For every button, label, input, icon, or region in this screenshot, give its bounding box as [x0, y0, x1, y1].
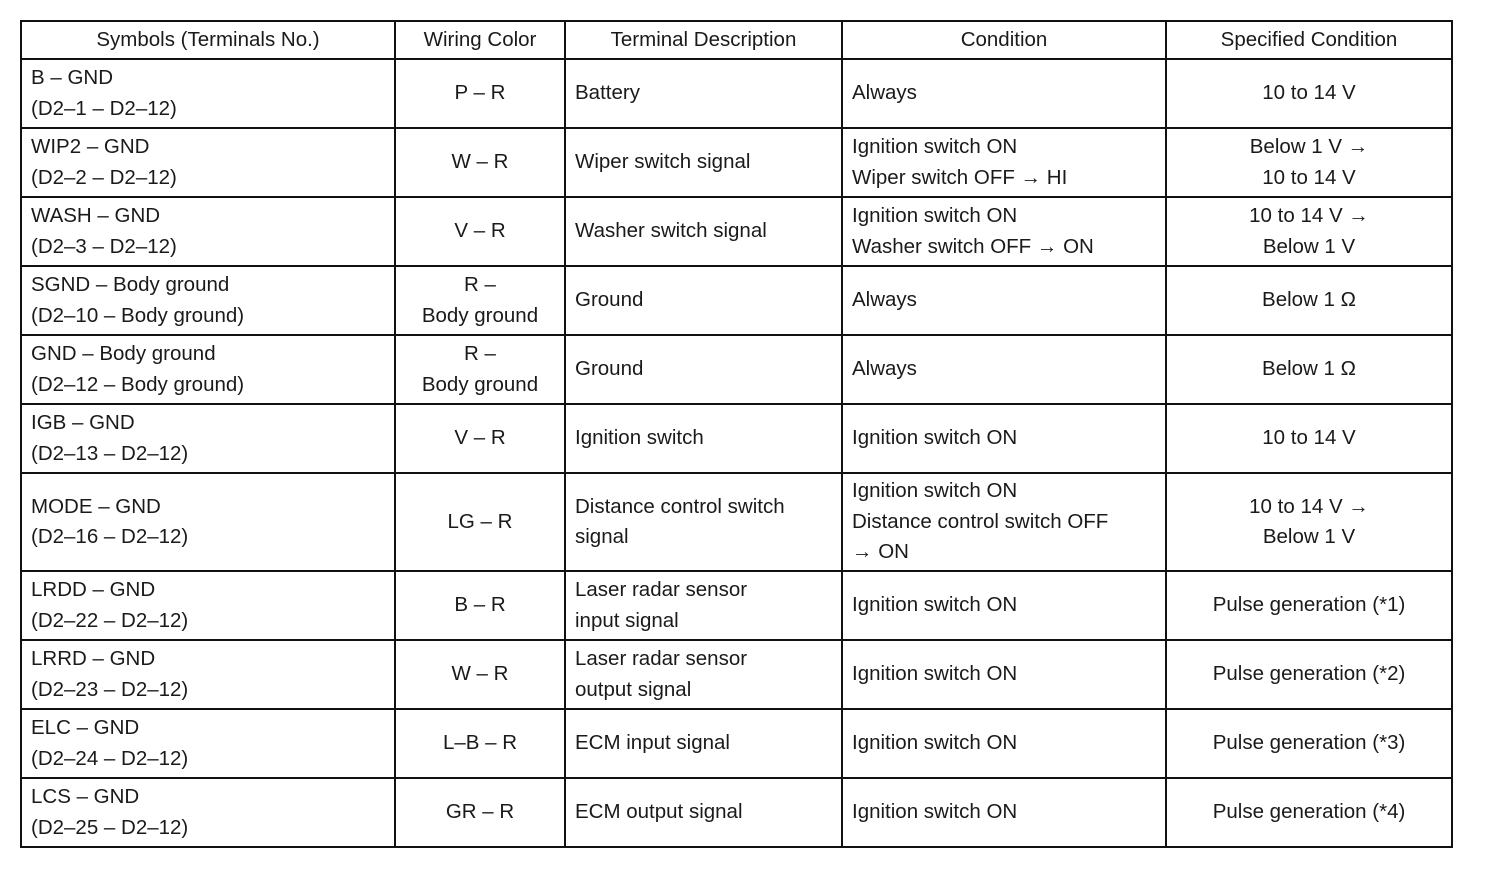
- cell-condition: [842, 709, 1166, 778]
- cell-terminal-description: [565, 571, 842, 640]
- cell-symbols-line: MODE – GND: [31, 494, 161, 518]
- cell-condition-line: Ignition switch ON: [852, 593, 1018, 617]
- cell-wiring-color-line: LG – R: [447, 509, 513, 533]
- header-wiring-color: Wiring Color: [395, 21, 565, 59]
- cell-symbols-line: SGND – Body ground: [31, 273, 230, 296]
- cell-wiring-color-line: W – R: [451, 662, 509, 686]
- table-row: [21, 335, 1452, 404]
- cell-terminal-description-line: output signal: [575, 677, 692, 701]
- cell-specified-condition-line: Pulse generation (*2): [1212, 662, 1406, 686]
- table-row: [21, 404, 1452, 473]
- table-row: [21, 59, 1452, 128]
- table-row: [21, 473, 1452, 571]
- cell-symbols: [21, 709, 395, 778]
- cell-symbols-line: GND – Body ground: [31, 342, 216, 365]
- cell-terminal-description: [565, 197, 842, 266]
- cell-terminal-description: [565, 778, 842, 847]
- cell-terminal-description-line: Ignition switch: [575, 426, 704, 450]
- cell-condition-line: → ON: [852, 540, 909, 564]
- cell-terminal-description: [565, 473, 842, 571]
- cell-symbols-line: (D2–16 – D2–12): [31, 525, 189, 548]
- cell-wiring-color-line: Body ground: [421, 372, 539, 396]
- cell-wiring-color: [395, 709, 565, 778]
- cell-wiring-color-line: W – R: [451, 150, 509, 174]
- cell-terminal-description-line: signal: [575, 525, 629, 548]
- cell-symbols: [21, 59, 395, 128]
- cell-condition-line: Distance control switch OFF: [852, 509, 1109, 533]
- table-row: [21, 709, 1452, 778]
- cell-specified-condition: [1166, 709, 1452, 778]
- cell-wiring-color: [395, 571, 565, 640]
- cell-terminal-description: [565, 128, 842, 197]
- cell-specified-condition: [1166, 266, 1452, 335]
- cell-symbols: [21, 473, 395, 571]
- cell-terminal-description-line: Distance control switch: [575, 494, 785, 518]
- cell-condition-line: Ignition switch ON: [852, 204, 1018, 227]
- cell-symbols: [21, 197, 395, 266]
- cell-condition: [842, 59, 1166, 128]
- cell-wiring-color: [395, 197, 565, 266]
- cell-symbols-line: ELC – GND: [31, 716, 140, 739]
- cell-wiring-color-line: R –: [464, 342, 496, 365]
- cell-condition: [842, 335, 1166, 404]
- cell-terminal-description-line: Ground: [575, 288, 644, 312]
- cell-terminal-description-line: Ground: [575, 357, 644, 381]
- cell-terminal-description-line: input signal: [575, 608, 679, 632]
- cell-condition-line: Always: [852, 357, 917, 381]
- cell-condition-line: Always: [852, 288, 917, 312]
- cell-specified-condition-line: Pulse generation (*1): [1212, 593, 1406, 617]
- cell-terminal-description: [565, 640, 842, 709]
- cell-specified-condition: [1166, 335, 1452, 404]
- cell-wiring-color-line: R –: [464, 273, 496, 296]
- cell-condition-line: Wiper switch OFF → HI: [852, 165, 1068, 189]
- table-row: [21, 640, 1452, 709]
- cell-symbols-line: (D2–24 – D2–12): [31, 746, 189, 770]
- cell-terminal-description: [565, 59, 842, 128]
- cell-specified-condition-line: 10 to 14 V →: [1249, 494, 1369, 518]
- cell-wiring-color: [395, 640, 565, 709]
- cell-terminal-description-line: ECM output signal: [575, 800, 743, 824]
- cell-terminal-description-line: Battery: [575, 81, 640, 105]
- header-specified-condition: Specified Condition: [1166, 21, 1452, 59]
- table-row: [21, 266, 1452, 335]
- cell-wiring-color: [395, 59, 565, 128]
- cell-specified-condition: [1166, 404, 1452, 473]
- cell-condition: [842, 473, 1166, 571]
- cell-wiring-color-line: V – R: [454, 426, 506, 450]
- cell-wiring-color-line: L–B – R: [442, 731, 518, 755]
- cell-specified-condition: [1166, 128, 1452, 197]
- cell-specified-condition-line: Below 1 V: [1262, 234, 1356, 258]
- cell-wiring-color: [395, 335, 565, 404]
- cell-terminal-description: [565, 266, 842, 335]
- cell-symbols-line: B – GND: [31, 66, 114, 89]
- table-header-row: [21, 21, 1452, 59]
- cell-terminal-description-line: Laser radar sensor: [575, 647, 748, 670]
- header-condition: Condition: [842, 21, 1166, 59]
- cell-terminal-description: [565, 404, 842, 473]
- cell-specified-condition-line: Pulse generation (*3): [1212, 731, 1406, 755]
- cell-symbols: [21, 404, 395, 473]
- cell-specified-condition-line: 10 to 14 V: [1262, 81, 1356, 105]
- cell-specified-condition-line: 10 to 14 V →: [1249, 204, 1369, 227]
- cell-condition-line: Ignition switch ON: [852, 479, 1018, 503]
- cell-terminal-description-line: ECM input signal: [575, 731, 730, 755]
- cell-symbols-line: (D2–1 – D2–12): [31, 96, 177, 120]
- header-terminal-description: Terminal Description: [565, 21, 842, 59]
- cell-terminal-description-line: Laser radar sensor: [575, 578, 748, 601]
- cell-condition: [842, 778, 1166, 847]
- cell-terminal-description-line: Wiper switch signal: [575, 150, 751, 174]
- cell-wiring-color-line: GR – R: [445, 800, 515, 824]
- cell-symbols-line: (D2–12 – Body ground): [31, 372, 245, 396]
- cell-specified-condition: [1166, 778, 1452, 847]
- cell-symbols-line: (D2–25 – D2–12): [31, 815, 189, 839]
- cell-wiring-color: [395, 128, 565, 197]
- cell-symbols-line: LRDD – GND: [31, 578, 156, 601]
- cell-wiring-color-line: V – R: [454, 219, 506, 243]
- cell-wiring-color-line: Body ground: [421, 303, 539, 327]
- cell-condition-line: Ignition switch ON: [852, 426, 1018, 450]
- cell-specified-condition-line: Below 1 V: [1262, 525, 1356, 548]
- cell-specified-condition: [1166, 197, 1452, 266]
- cell-wiring-color-line: B – R: [454, 593, 506, 617]
- header-symbols: Symbols (Terminals No.): [21, 21, 395, 59]
- cell-wiring-color: [395, 404, 565, 473]
- cell-specified-condition-line: Below 1 Ω: [1262, 357, 1356, 381]
- cell-specified-condition: [1166, 59, 1452, 128]
- table-body: [21, 59, 1452, 847]
- cell-condition-line: Ignition switch ON: [852, 800, 1018, 824]
- cell-terminal-description: [565, 709, 842, 778]
- cell-condition-line: Ignition switch ON: [852, 731, 1018, 755]
- cell-symbols-line: (D2–13 – D2–12): [31, 441, 189, 465]
- cell-symbols-line: (D2–2 – D2–12): [31, 165, 177, 189]
- table-row: [21, 197, 1452, 266]
- cell-condition: [842, 640, 1166, 709]
- cell-symbols: [21, 640, 395, 709]
- cell-symbols: [21, 778, 395, 847]
- cell-symbols-line: (D2–10 – Body ground): [31, 303, 245, 327]
- cell-symbols-line: LCS – GND: [31, 785, 140, 808]
- cell-condition: [842, 404, 1166, 473]
- table-row: [21, 778, 1452, 847]
- cell-wiring-color: [395, 778, 565, 847]
- cell-symbols-line: (D2–3 – D2–12): [31, 234, 177, 258]
- cell-specified-condition-line: Below 1 V →: [1249, 135, 1369, 158]
- cell-specified-condition-line: 10 to 14 V: [1262, 165, 1356, 189]
- cell-specified-condition: [1166, 640, 1452, 709]
- cell-specified-condition: [1166, 571, 1452, 640]
- cell-symbols: [21, 335, 395, 404]
- cell-condition: [842, 266, 1166, 335]
- cell-wiring-color: [395, 473, 565, 571]
- cell-condition-line: Ignition switch ON: [852, 662, 1018, 686]
- cell-symbols-line: LRRD – GND: [31, 647, 156, 670]
- cell-symbols-line: (D2–23 – D2–12): [31, 677, 189, 701]
- cell-symbols: [21, 128, 395, 197]
- cell-wiring-color: [395, 266, 565, 335]
- cell-symbols-line: IGB – GND: [31, 411, 135, 434]
- cell-condition-line: Ignition switch ON: [852, 135, 1018, 158]
- cell-symbols-line: (D2–22 – D2–12): [31, 608, 189, 632]
- cell-symbols-line: WASH – GND: [31, 204, 161, 227]
- cell-condition-line: Always: [852, 81, 917, 105]
- cell-specified-condition-line: Below 1 Ω: [1262, 288, 1356, 312]
- cell-specified-condition-line: Pulse generation (*4): [1212, 800, 1406, 824]
- cell-condition: [842, 197, 1166, 266]
- cell-symbols-line: WIP2 – GND: [31, 135, 150, 158]
- cell-condition: [842, 571, 1166, 640]
- table-row: [21, 571, 1452, 640]
- cell-symbols: [21, 571, 395, 640]
- table-row: [21, 128, 1452, 197]
- cell-terminal-description-line: Washer switch signal: [575, 219, 767, 243]
- cell-terminal-description: [565, 335, 842, 404]
- cell-condition-line: Washer switch OFF → ON: [852, 234, 1094, 258]
- cell-condition: [842, 128, 1166, 197]
- cell-symbols: [21, 266, 395, 335]
- cell-specified-condition: [1166, 473, 1452, 571]
- cell-specified-condition-line: 10 to 14 V: [1262, 426, 1356, 450]
- terminal-table: [20, 20, 1453, 848]
- cell-wiring-color-line: P – R: [454, 81, 506, 105]
